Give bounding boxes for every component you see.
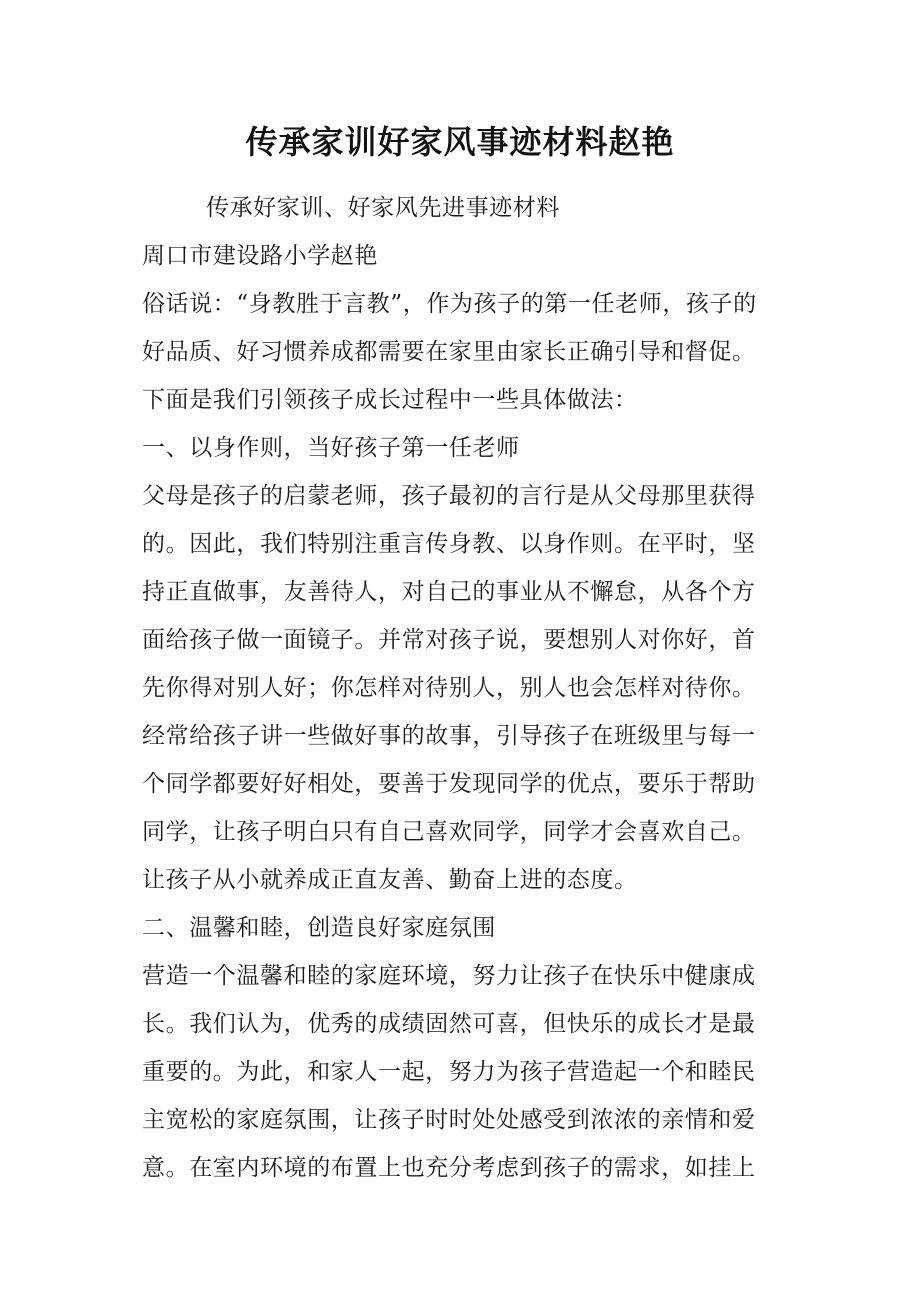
section-heading-1: 一、以身作则，当好孩子第一任老师 [142,435,520,461]
paragraph-line: 个同学都要好好相处，要善于发现同学的优点，要乐于帮助 [142,771,756,797]
paragraph-line: 经常给孩子讲一些做好事的故事，引导孩子在班级里与每一 [142,723,756,749]
paragraph-line: 俗话说：“身教胜于言教”，作为孩子的第一任老师，孩子的 [142,291,757,317]
paragraph-line: 让孩子从小就养成正直友善、勤奋上进的态度。 [142,867,638,893]
section-heading-2: 二、温馨和睦，创造良好家庭氛围 [142,915,496,941]
document-title: 传承家训好家风事迹材料赵艳 [245,123,675,161]
paragraph-line: 同学，让孩子明白只有自己喜欢同学，同学才会喜欢自己。 [142,819,756,845]
paragraph-line: 主宽松的家庭氛围，让孩子时时处处感受到浓浓的亲情和爱 [142,1107,756,1133]
paragraph-line: 重要的。为此，和家人一起，努力为孩子营造起一个和睦民 [142,1059,756,1085]
paragraph-line: 面给孩子做一面镜子。并常对孩子说，要想别人对你好，首 [142,627,756,653]
document-body [142,184,782,1192]
paragraph-line: 营造一个温馨和睦的家庭环境，努力让孩子在快乐中健康成 [142,963,756,989]
paragraph-line: 长。我们认为，优秀的成绩固然可喜，但快乐的成长才是最 [142,1011,756,1037]
paragraph-line: 先你得对别人好；你怎样对待别人，别人也会怎样对待你。 [142,675,756,701]
paragraph-line: 意。在室内环境的布置上也充分考虑到孩子的需求，如挂上 [142,1155,756,1181]
author-line: 周口市建设路小学赵艳 [142,243,378,269]
paragraph-line: 好品质、好习惯养成都需要在家里由家长正确引导和督促。 [142,339,756,365]
paragraph-line: 持正直做事，友善待人，对自己的事业从不懈怠，从各个方 [142,579,756,605]
document-subtitle: 传承好家训、好家风先进事迹材料 [206,195,560,221]
paragraph-line: 父母是孩子的启蒙老师，孩子最初的言行是从父母那里获得 [142,483,756,509]
paragraph-line: 的。因此，我们特别注重言传身教、以身作则。在平时，坚 [142,531,756,557]
paragraph-line: 下面是我们引领孩子成长过程中一些具体做法： [142,387,638,413]
